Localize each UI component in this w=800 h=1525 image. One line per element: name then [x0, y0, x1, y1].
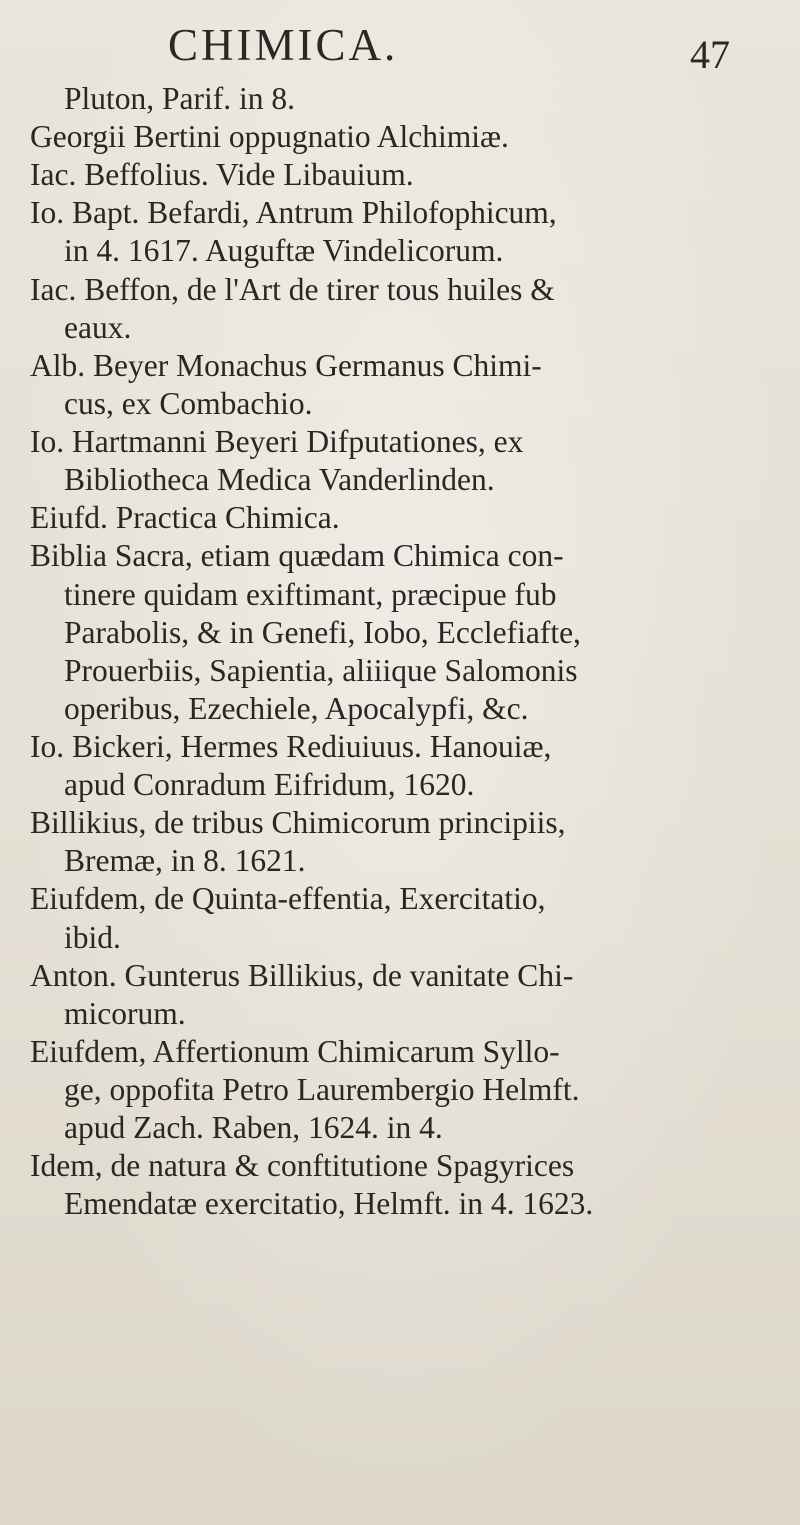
text-line: Billikius, de tribus Chimicorum principiis, — [30, 805, 566, 840]
text-line: in 4. 1617. Auguftæ Vindelicorum. — [64, 233, 504, 268]
page-header — [0, 14, 800, 77]
text-line: tinere quidam exiftimant, præcipue fub — [64, 577, 557, 612]
text-line: Eiufd. Practica Chimica. — [30, 500, 340, 535]
text-line: Eiufdem, de Quinta-effentia, Exercitatio, — [30, 881, 546, 916]
text-line: Prouerbiis, Sapientia, aliiique Salomonis — [64, 653, 578, 688]
text-line: Iac. Beffon, de l'Art de tirer tous huiles & — [30, 272, 555, 307]
text-line: Alb. Beyer Monachus Germanus Chimi- — [30, 348, 542, 383]
text-line: Georgii Bertini oppugnatio Alchimiæ. — [30, 119, 509, 154]
text-line: Io. Bickeri, Hermes Rediuiuus. Hanouiæ, — [30, 729, 552, 764]
text-line: Idem, de natura & conftitutione Spagyrices — [30, 1148, 575, 1183]
text-line: ge, oppofita Petro Laurembergio Helmft. — [64, 1072, 580, 1107]
text-line: Pluton, Parif. in 8. — [64, 81, 296, 116]
text-line: Io. Bapt. Befardi, Antrum Philofophicum, — [30, 195, 557, 230]
text-line: Emendatæ exercitatio, Helmft. in 4. 1623. — [64, 1186, 594, 1221]
text-line: Iac. Beffolius. Vide Libauium. — [30, 157, 414, 192]
text-line: cus, ex Combachio. — [64, 386, 313, 421]
text-line: operibus, Ezechiele, Apocalypfi, &c. — [64, 691, 529, 726]
text-line: Bremæ, in 8. 1621. — [64, 843, 306, 878]
text-line: Anton. Gunterus Billikius, de vanitate Chi- — [30, 958, 574, 993]
text-line: ibid. — [64, 920, 121, 955]
text-line: Parabolis, & in Genefi, Iobo, Ecclefiafte, — [64, 615, 581, 650]
running-title: CHIMICA. — [168, 20, 399, 70]
page-number: 47 — [690, 32, 730, 77]
text-line: apud Conradum Eifridum, 1620. — [64, 767, 475, 802]
text-line: eaux. — [64, 310, 132, 345]
text-line: Bibliotheca Medica Vanderlinden. — [64, 462, 495, 497]
text-line: Eiufdem, Affertionum Chimicarum Syllo- — [30, 1034, 560, 1069]
text-line: apud Zach. Raben, 1624. in 4. — [64, 1110, 443, 1145]
text-line: micorum. — [64, 996, 186, 1031]
text-line: Biblia Sacra, etiam quædam Chimica con- — [30, 538, 564, 573]
text-line: Io. Hartmanni Beyeri Difputationes, ex — [30, 424, 524, 459]
